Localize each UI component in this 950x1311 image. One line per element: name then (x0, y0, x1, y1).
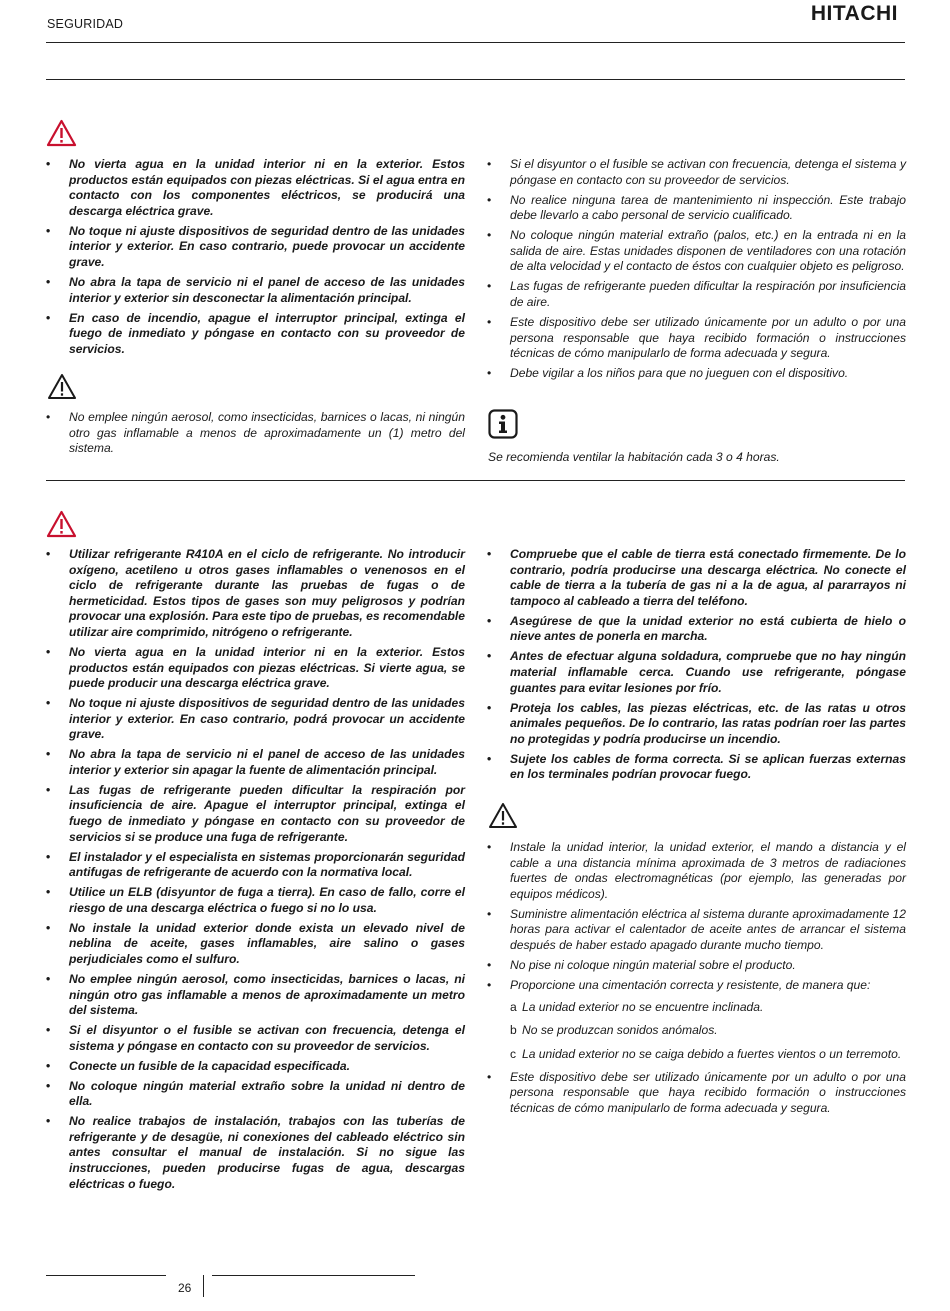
list-item: • Compruebe que el cable de tierra está conectado firmemente. De lo contrario, podría producirse una descarga eléctrica. No conecte el cable de tierra a la tubería de gas ni a la de agua, al pararrayos ni tampoco al cableado a tierra del teléfono. (487, 547, 906, 609)
list-item: • Este dispositivo debe ser utilizado únicamente por un adulto o por una persona responsable que haya recibido formación o instrucciones técnicas de cómo manipularlo de forma adecuada y segura. (487, 315, 906, 362)
list-item: • No coloque ningún material extraño (palos, etc.) en la entrada ni en la salida de aire. Estas unidades disponen de ventiladores con una rotación de alta velocidad y el contacto de éstos con cualquier objeto es peligroso. (487, 228, 906, 275)
sub-item-text: La unidad exterior no se caiga debido a fuertes vientos o un terremoto. (522, 1046, 902, 1061)
footer-rule (46, 1275, 166, 1276)
caution-list (46, 410, 465, 457)
list-item: • Antes de efectuar alguna soldadura, compruebe que no hay ningún material inflamable cerca. Cuando use refrigerante, póngase guantes para evitar lesiones por frío. (487, 649, 906, 696)
list-item: • Proporcione una cimentación correcta y resistente, de manera que: (487, 978, 906, 994)
brand-logo: HITACHI (810, 2, 898, 25)
list-item: • Si el disyuntor o el fusible se activan con frecuencia, detenga el sistema y póngase en contacto con su proveedor de servicios. (46, 1023, 465, 1054)
block1-right-column (487, 157, 906, 386)
warning-triangle-black-icon (47, 373, 77, 405)
list-item: • Proteja los cables, las piezas eléctricas, etc. de las ratas u otros animales pequeños. De lo contrario, las ratas podrían roer las partes no protegidas y podría producirse un incendio. (487, 701, 906, 748)
list-item: • No vierta agua en la unidad interior ni en la exterior. Estos productos están equipados con piezas eléctricas. Si el agua entra en contacto con los componentes eléctricos, se producirá una descarga eléctrica grave. (46, 157, 465, 219)
sub-item-letter: c (510, 1046, 517, 1061)
list-item: • Asegúrese de que la unidad exterior no está cubierta de hielo o nieve antes de ponerla en marcha. (487, 614, 906, 645)
block2-right-caution (487, 840, 906, 1121)
sub-item-letter: b (510, 1023, 517, 1038)
danger-list (46, 547, 465, 1192)
list-item: • Sujete los cables de forma correcta. Si se aplican fuerzas externas en los terminales podrían provocar fuego. (487, 752, 906, 783)
divider-rule (46, 480, 905, 481)
list-item: • No toque ni ajuste dispositivos de seguridad dentro de las unidades interior y exterior. En caso contrario, puede provocar un accidente grave. (46, 224, 465, 271)
list-item: • No realice trabajos de instalación, trabajos con las tuberías de refrigerante y de desagüe, ni conexiones del cableado eléctrico sin antes consultar el manual de instalación. Si no sigue las instrucciones, pueden producirse fugas de agua, descargas eléctricas o fuego. (46, 1114, 465, 1192)
block2-left-column (46, 547, 465, 1197)
page-number: 26 (178, 1281, 192, 1295)
list-item: • Si el disyuntor o el fusible se activan con frecuencia, detenga el sistema y póngase en contacto con su proveedor de servicios. (487, 157, 906, 188)
danger-list (46, 157, 465, 357)
list-item: • Utilice un ELB (disyuntor de fuga a tierra). En caso de fallo, corre el riesgo de una descarga eléctrica o fuego si no lo usa. (46, 885, 465, 916)
list-item: • No realice ninguna tarea de mantenimiento ni inspección. Este trabajo debe llevarlo a cabo personal de servicio cualificado. (487, 193, 906, 224)
sub-item-text: La unidad exterior no se encuentre inclinada. (522, 999, 764, 1014)
list-item: • No abra la tapa de servicio ni el panel de acceso de las unidades interior y exterior sin apagar la fuente de alimentación principal. (46, 747, 465, 778)
divider-rule (46, 79, 905, 80)
sub-list-item (510, 1045, 906, 1064)
sub-item-letter: a (510, 999, 517, 1014)
list-item: • No vierta agua en la unidad interior ni en la exterior. Estos productos están equipados con piezas eléctricas. Si vierte agua, se puede producir una descarga eléctrica grave. (46, 645, 465, 692)
list-item: • Suministre alimentación eléctrica al sistema durante aproximadamente 12 horas para activar el calentador de aceite antes de arrancar el sistema después de haber estado apagado durante mucho tiempo. (487, 907, 906, 954)
list-item: • No emplee ningún aerosol, como insecticidas, barnices o lacas, ni ningún otro gas inflamable a menos de aproximadamente un metro del sistema. (46, 972, 465, 1019)
list-item: • Conecte un fusible de la capacidad especificada. (46, 1059, 465, 1075)
list-item: • No abra la tapa de servicio ni el panel de acceso de las unidades interior y exterior sin desconectar la alimentación principal. (46, 275, 465, 306)
list-item: • Las fugas de refrigerante pueden dificultar la respiración por insuficiencia de aire. Apague el interruptor principal, extinga el fuego de inmediato y póngase en contacto con su proveedor de servicios si se produce una fuga de refrigerante. (46, 783, 465, 845)
warning-triangle-red-icon (46, 119, 77, 152)
list-item: • Las fugas de refrigerante pueden dificultar la respiración por insuficiencia de aire. (487, 279, 906, 310)
footer-divider (203, 1275, 204, 1297)
warning-triangle-black-icon (488, 802, 518, 834)
list-item: • Utilizar refrigerante R410A en el ciclo de refrigerante. No introducir oxígeno, acetileno u otros gases inflamables o venenosos en el ciclo de refrigerante durante las pruebas de fugas o de hermeticidad. Estos tipos de gases son muy peligrosos y podrían provocar una explosión. Para este tipo de pruebas, es recomendable utilizar aire comprimido, nitrógeno o refrigerante. (46, 547, 465, 641)
block1-left-column (46, 157, 465, 362)
info-note: Se recomienda ventilar la habitación cada 3 o 4 horas. (488, 450, 780, 464)
list-item: • Instale la unidad interior, la unidad exterior, el mando a distancia y el cable a una distancia mínima aproximada de 3 metros de radiaciones fuertes de ondas electromagnéticas (por ejemplo, las generadas por equipos médicos). (487, 840, 906, 902)
list-item: • Este dispositivo debe ser utilizado únicamente por un adulto o por una persona responsable que haya recibido formación o instrucciones técnicas de cómo manipularlo de forma adecuada y segura. (487, 1070, 906, 1117)
caution-list (487, 1070, 906, 1117)
warning-triangle-red-icon (46, 510, 77, 543)
caution-list (487, 157, 906, 382)
list-item: • No coloque ningún material extraño sobre la unidad ni dentro de ella. (46, 1079, 465, 1110)
list-item: • Debe vigilar a los niños para que no jueguen con el dispositivo. (487, 366, 906, 382)
list-item: • No pise ni coloque ningún material sobre el producto. (487, 958, 906, 974)
sub-list (510, 998, 906, 1064)
sub-list-item (510, 998, 906, 1017)
footer-rule (212, 1275, 415, 1276)
section-title: SEGURIDAD (47, 17, 124, 31)
list-item: • No toque ni ajuste dispositivos de seguridad dentro de las unidades interior y exterior. En caso contrario, podrá provocar un accidente grave. (46, 696, 465, 743)
danger-list (487, 547, 906, 783)
block1-left-caution (46, 410, 465, 461)
block2-right-column (487, 547, 906, 787)
list-item: • No emplee ningún aerosol, como insecticidas, barnices o lacas, ni ningún otro gas inflamable a menos de aproximadamente un (1) metro del sistema. (46, 410, 465, 457)
caution-list (487, 840, 906, 994)
list-item: • El instalador y el especialista en sistemas proporcionarán seguridad antifugas de refrigerante de acuerdo con la normativa local. (46, 850, 465, 881)
sub-list-item (510, 1021, 906, 1040)
list-item: • No instale la unidad exterior donde exista un elevado nivel de neblina de aceite, gases inflamables, aire salino o gases perjudiciales como el sulfuro. (46, 921, 465, 968)
list-item: • En caso de incendio, apague el interruptor principal, extinga el fuego de inmediato y póngase en contacto con su proveedor de servicios. (46, 311, 465, 358)
header-rule (46, 42, 905, 43)
information-icon (488, 409, 518, 444)
sub-item-text: No se produzcan sonidos anómalos. (522, 1023, 718, 1038)
